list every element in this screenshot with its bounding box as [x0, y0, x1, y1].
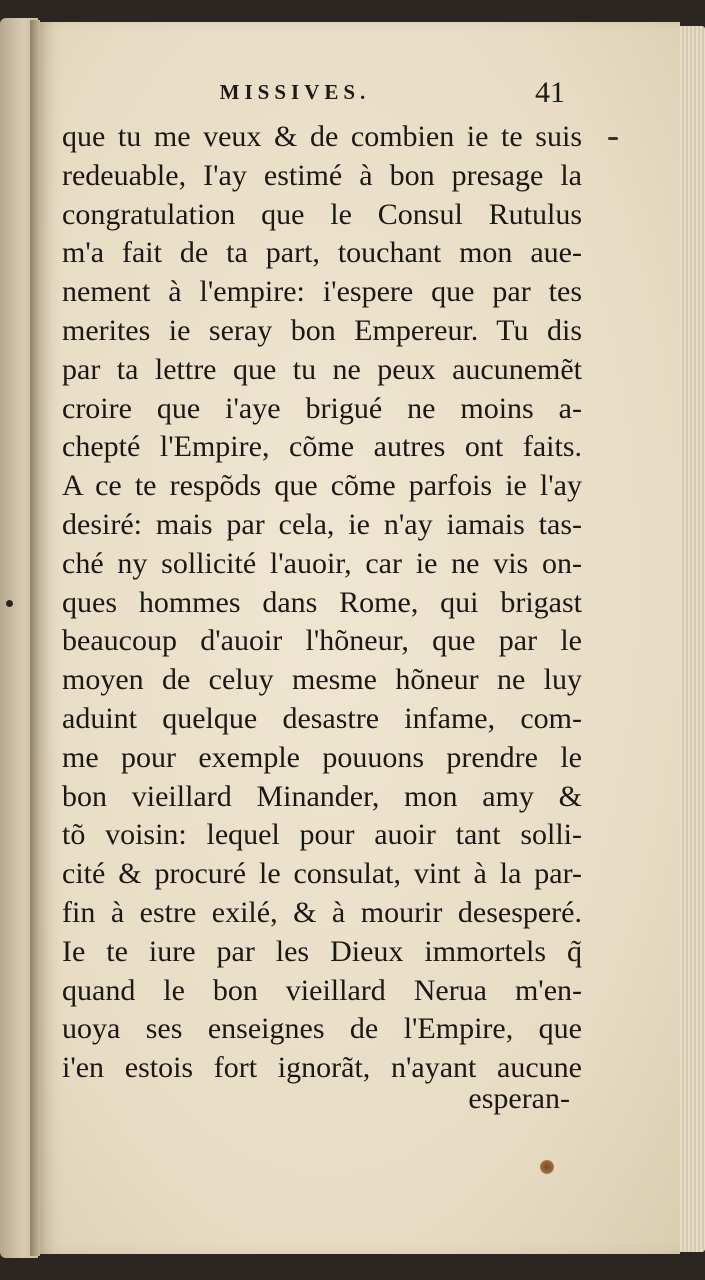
- text-line: quand le bon vieillard Nerua m'en-: [62, 973, 582, 1007]
- text-line: aduint quelque desastre infame, com-: [62, 701, 582, 735]
- text-line: Ie te iure par les Dieux immortels q̃: [62, 934, 582, 968]
- text-line: beaucoup d'auoir l'hõneur, que par le: [62, 624, 582, 658]
- text-line: ché ny sollicité l'auoir, car ie ne vis on-: [62, 546, 582, 580]
- text-line: uoya ses enseignes de l'Empire, que: [62, 1012, 582, 1046]
- text-line: fin à estre exilé, & à mourir desesperé.: [62, 895, 582, 929]
- text-line: merites ie seray bon Empereur. Tu dis: [62, 313, 582, 347]
- text-line: cité & procuré le consulat, vint à la par-: [62, 857, 582, 891]
- page-edges-stack: [680, 26, 705, 1252]
- text-line: m'a fait de ta part, touchant mon aue-: [62, 236, 582, 270]
- text-line: redeuable, I'ay estimé à bon presage la: [62, 158, 582, 192]
- text-line: i'en estois fort ignorãt, n'ayant aucune: [62, 1051, 582, 1085]
- margin-mark: [608, 137, 618, 140]
- page-number: 41: [535, 76, 565, 109]
- binding-gutter: [30, 20, 40, 1256]
- text-line: moyen de celuy mesme hõneur ne luy: [62, 663, 582, 697]
- running-title: MISSIVES.: [219, 80, 371, 104]
- text-line: ques hommes dans Rome, qui brigast: [62, 585, 582, 619]
- body-text: [62, 118, 582, 1088]
- text-line: que tu me veux & de combien ie te suis: [62, 120, 582, 153]
- text-line: chepté l'Empire, cõme autres ont faits.: [62, 430, 582, 464]
- text-line: bon vieillard Minander, mon amy &: [62, 779, 582, 813]
- text-line: congratulation que le Consul Rutulus: [62, 197, 582, 231]
- text-line: me pour exemple pouuons prendre le: [62, 740, 582, 774]
- text-line: desiré: mais par cela, ie n'ay iamais tas-: [62, 507, 582, 541]
- foxing-stain: [540, 1160, 554, 1174]
- ink-spot: [6, 600, 13, 607]
- text-line: croire que i'aye brigué ne moins a-: [62, 391, 582, 425]
- text-line: par ta lettre que tu ne peux aucunemẽt: [62, 352, 582, 386]
- text-line: tõ voisin: lequel pour auoir tant solli-: [62, 818, 582, 852]
- text-line: A ce te respõds que cõme parfois ie l'ay: [62, 469, 582, 503]
- catchword: esperan-: [468, 1082, 570, 1115]
- text-line: nement à l'empire: i'espere que par tes: [62, 275, 582, 309]
